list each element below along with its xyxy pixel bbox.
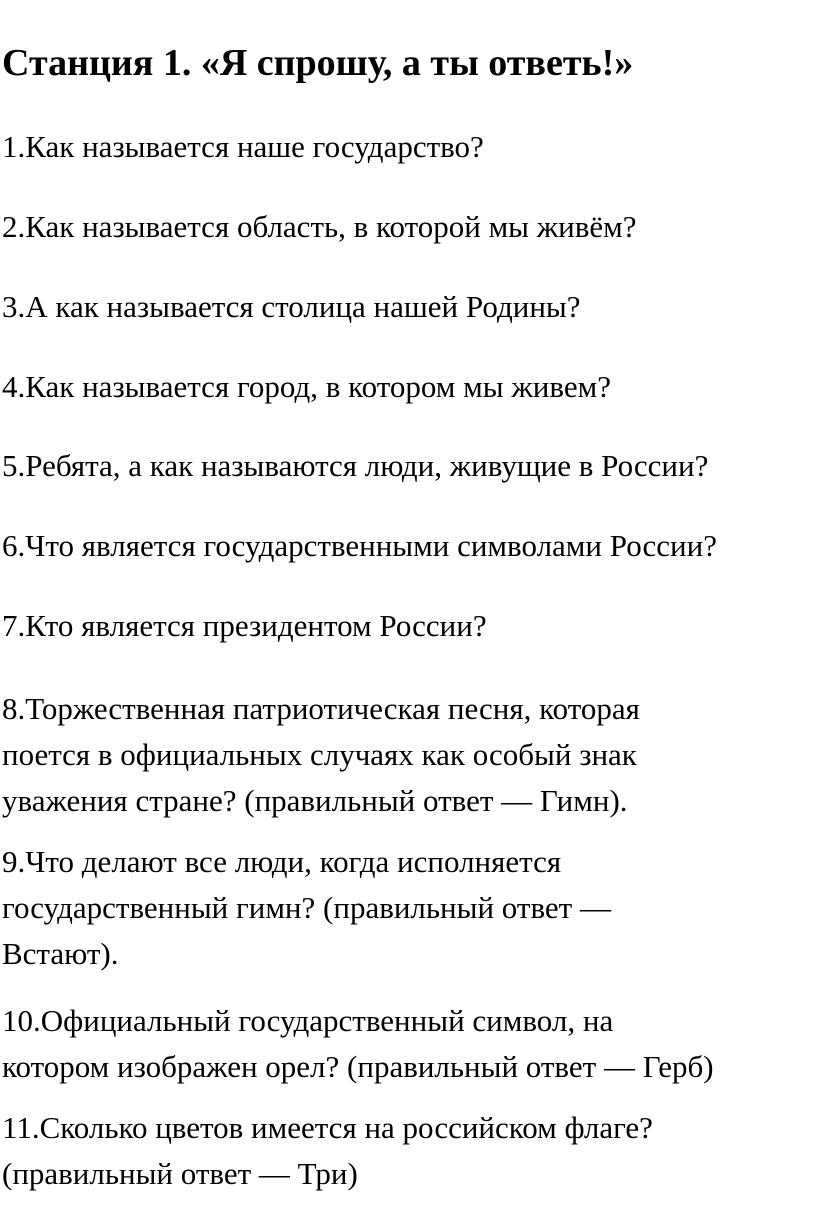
question-line: котором изображен орел? (правильный ответ — Герб): [2, 1049, 714, 1084]
question-line: 3.А как называется столица нашей Родины?: [2, 289, 581, 324]
question-1: [2, 124, 812, 170]
question-11: [2, 1105, 812, 1197]
question-line: 7.Кто является президентом России?: [2, 608, 487, 643]
question-line: государственный гимн? (правильный ответ —: [2, 890, 611, 925]
question-8: [2, 686, 812, 824]
question-line: Встают).: [2, 936, 119, 971]
question-9: [2, 839, 812, 977]
question-line: 5.Ребята, а как называются люди, живущие в России?: [2, 448, 709, 483]
question-3: [2, 284, 812, 330]
question-line: 10.Официальный государственный символ, на: [2, 1003, 614, 1038]
question-line: 6.Что является государственными символами России?: [2, 528, 717, 563]
question-5: [2, 443, 812, 489]
question-10: [2, 998, 812, 1090]
question-4: [2, 364, 812, 410]
question-line: 8.Торжественная патриотическая песня, которая: [2, 691, 640, 726]
question-line: 4.Как называется город, в котором мы живем?: [2, 369, 611, 404]
question-line: 1.Как называется наше государство?: [2, 129, 484, 164]
question-6: [2, 523, 812, 569]
question-line: поется в официальных случаях как особый знак: [2, 737, 637, 772]
page-title: Станция 1. «Я спрошу, а ты ответь!»: [2, 42, 634, 84]
question-line: 11.Сколько цветов имеется на российском флаге?: [2, 1110, 653, 1145]
question-2: [2, 204, 812, 250]
question-line: (правильный ответ — Три): [2, 1156, 358, 1191]
question-line: 2.Как называется область, в которой мы живём?: [2, 209, 637, 244]
question-line: 9.Что делают все люди, когда исполняется: [2, 844, 562, 879]
question-7: [2, 603, 812, 649]
question-line: уважения стране? (правильный ответ — Гимн).: [2, 783, 628, 818]
